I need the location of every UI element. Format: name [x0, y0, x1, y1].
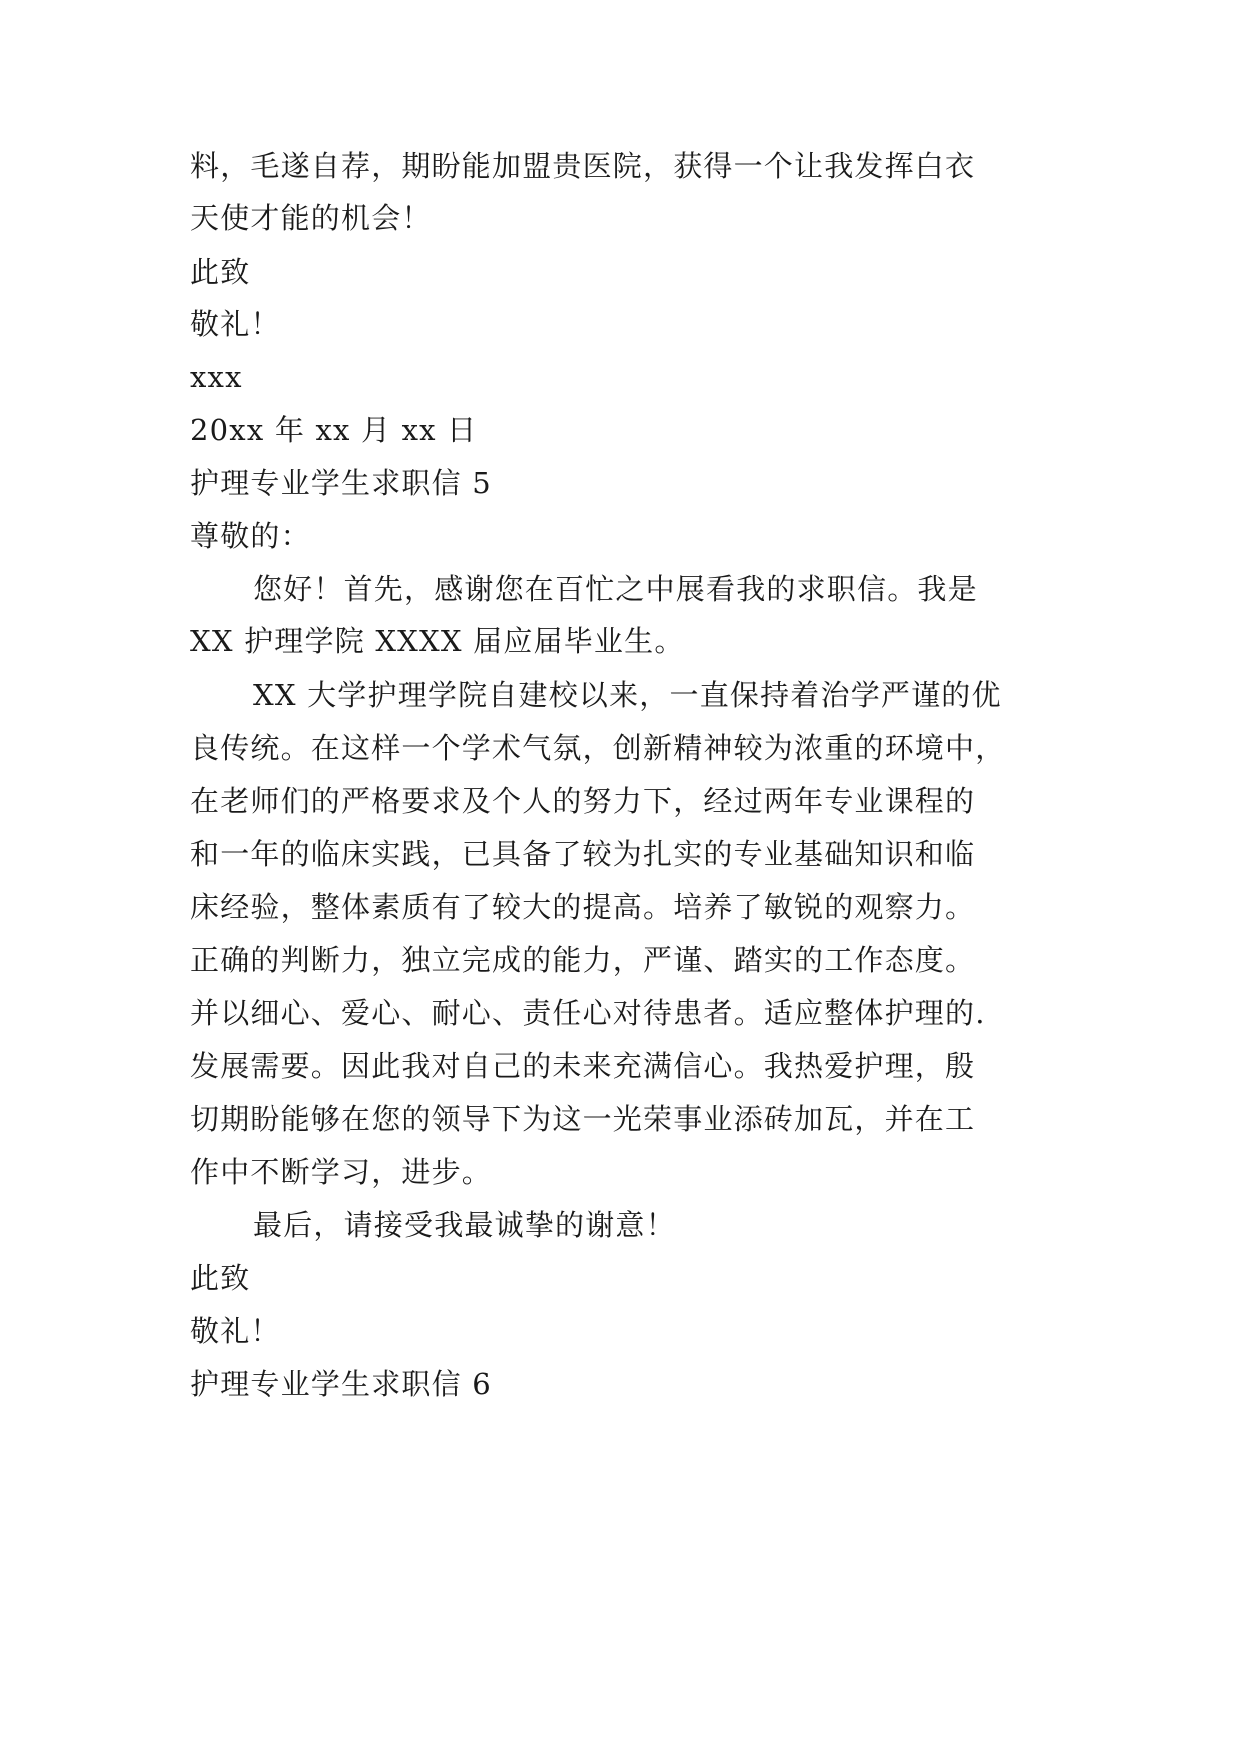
paragraph-line: 床经验，整体素质有了较大的提高。培养了敏锐的观察力。	[190, 890, 976, 924]
closing-line: 此致	[190, 1261, 251, 1295]
paragraph-line: 正确的判断力，独立完成的能力，严谨、踏实的工作态度。	[190, 943, 976, 977]
paragraph-line: 作中不断学习，进步。	[190, 1155, 493, 1189]
salutation: 尊敬的：	[190, 519, 311, 553]
closing-salute: 敬礼！	[190, 307, 281, 341]
paragraph-line: 并以细心、爱心、耐心、责任心对待患者。适应整体护理的.	[190, 996, 986, 1030]
closing-line: 此致	[190, 255, 251, 289]
paragraph-line: XX 大学护理学院自建校以来，一直保持着治学严谨的优	[253, 678, 1002, 712]
paragraph-line: 发展需要。因此我对自己的未来充满信心。我热爱护理，殷	[190, 1049, 976, 1083]
paragraph-line: 最后，请接受我最诚挚的谢意！	[253, 1208, 676, 1242]
paragraph-line: 天使才能的机会！	[190, 201, 432, 235]
paragraph-line: 在老师们的严格要求及个人的努力下，经过两年专业课程的	[190, 784, 976, 818]
section-heading: 护理专业学生求职信 5	[190, 466, 492, 500]
paragraph-line: 良传统。在这样一个学术气氛，创新精神较为浓重的环境中，	[190, 731, 1006, 765]
paragraph-line: 您好！首先，感谢您在百忙之中展看我的求职信。我是	[253, 572, 978, 606]
signature-date: 20xx 年 xx 月 xx 日	[190, 413, 478, 447]
paragraph-line: XX 护理学院 XXXX 届应届毕业生。	[190, 624, 685, 658]
paragraph-line: 料，毛遂自荐，期盼能加盟贵医院，获得一个让我发挥白衣	[190, 149, 976, 183]
signature-name: xxx	[190, 360, 243, 394]
paragraph-line: 切期盼能够在您的领导下为这一光荣事业添砖加瓦，并在工	[190, 1102, 976, 1136]
closing-salute: 敬礼！	[190, 1314, 281, 1348]
section-heading: 护理专业学生求职信 6	[190, 1367, 492, 1401]
paragraph-line: 和一年的临床实践，已具备了较为扎实的专业基础知识和临	[190, 837, 976, 871]
